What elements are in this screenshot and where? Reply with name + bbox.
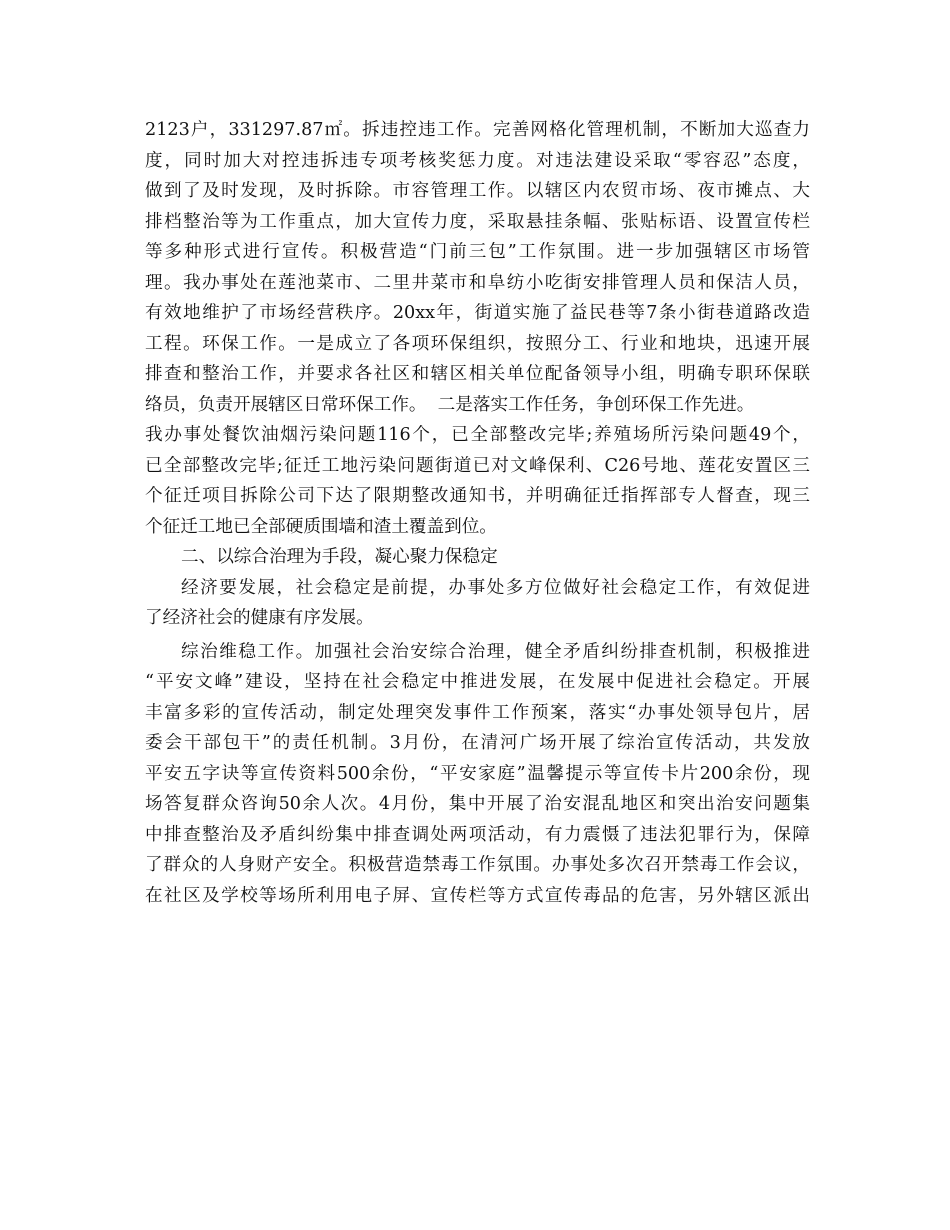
text-line: 排查和整治工作，并要求各社区和辖区相关单位配备领导小组，明确专职环保联 [145,364,810,384]
text-line: 个征迁工地已全部硬质围墙和渣土覆盖到位。 [145,516,497,537]
paragraph-urban-management [145,115,810,542]
text-line: 丰富多彩的宣传活动，制定处理突发事件工作预案，落实“办事处领导包片，居 [145,702,810,723]
text-line: 工程。环保工作。一是成立了各项环保组织，按照分工、行业和地块，迅速开展 [145,333,810,354]
text-line: 已全部整改完毕;征迁工地污染问题街道已对文峰保利、C26号地、莲花安置区三 [145,455,810,476]
text-line: 平安五字诀等宣传资料500余份，“平安家庭”温馨提示等宣传卡片200余份，现 [145,763,810,784]
text-line: 了群众的人身财产安全。积极营造禁毒工作氛围。办事处多次召开禁毒工作会议， [145,855,810,875]
paragraph-comprehensive-governance [145,637,810,912]
text-line: 做到了及时发现，及时拆除。市容管理工作。以辖区内农贸市场、夜市摊点、大 [145,181,810,201]
text-line: 理。我办事处在莲池菜市、二里井菜市和阜纺小吃街安排管理人员和保洁人员， [145,272,810,293]
text-line: 中排查整治及矛盾纠纷集中排查调处两项活动，有力震慑了违法犯罪行为，保障 [145,824,810,845]
text-line: 我办事处餐饮油烟污染问题116个，已全部整改完毕;养殖场所污染问题49个， [145,425,810,445]
document-page [145,115,810,911]
paragraph-stability-intro [145,573,810,634]
text-line: 有效地维护了市场经营秩序。20xx年，街道实施了益民巷等7条小街巷道路改造 [145,303,810,323]
text-line: 2123户，331297.87㎡。拆违控违工作。完善网格化管理机制，不断加大巡查力 [145,120,810,140]
text-line: 委会干部包干”的责任机制。3月份，在清河广场开展了综治宣传活动，共发放 [145,733,810,753]
text-line: 个征迁项目拆除公司下达了限期整改通知书，并明确征迁指挥部专人督查，现三 [145,486,810,506]
text-line: 在社区及学校等场所利用电子屏、宣传栏等方式宣传毒品的危害，另外辖区派出 [145,885,810,906]
text-line: 综治维稳工作。加强社会治安综合治理，健全矛盾纠纷排查机制，积极推进 [181,641,810,662]
text-line: 等多种形式进行宣传。积极营造“门前三包”工作氛围。进一步加强辖区市场管 [145,242,810,262]
text-line: “平安文峰”建设，坚持在社会稳定中推进发展，在发展中促进社会稳定。开展 [145,672,810,692]
text-line: 了经济社会的健康有序发展。 [145,608,374,628]
section-heading-text: 二、以综合治理为手段，凝心聚力保稳定 [181,547,498,567]
text-line: 场答复群众咨询50余人次。4月份，集中开展了治安混乱地区和突出治安问题集 [145,794,810,814]
text-line: 排档整治等为工作重点，加大宣传力度，采取悬挂条幅、张贴标语、设置宣传栏 [145,211,810,232]
text-line: 度，同时加大对控违拆违专项考核奖惩力度。对违法建设采取“零容忍”态度， [145,150,810,171]
section-heading [145,542,810,573]
text-line: 经济要发展，社会稳定是前提，办事处多方位做好社会稳定工作，有效促进 [181,577,810,598]
text-line: 络员，负责开展辖区日常环保工作。 二是落实工作任务，争创环保工作先进。 [145,394,755,415]
